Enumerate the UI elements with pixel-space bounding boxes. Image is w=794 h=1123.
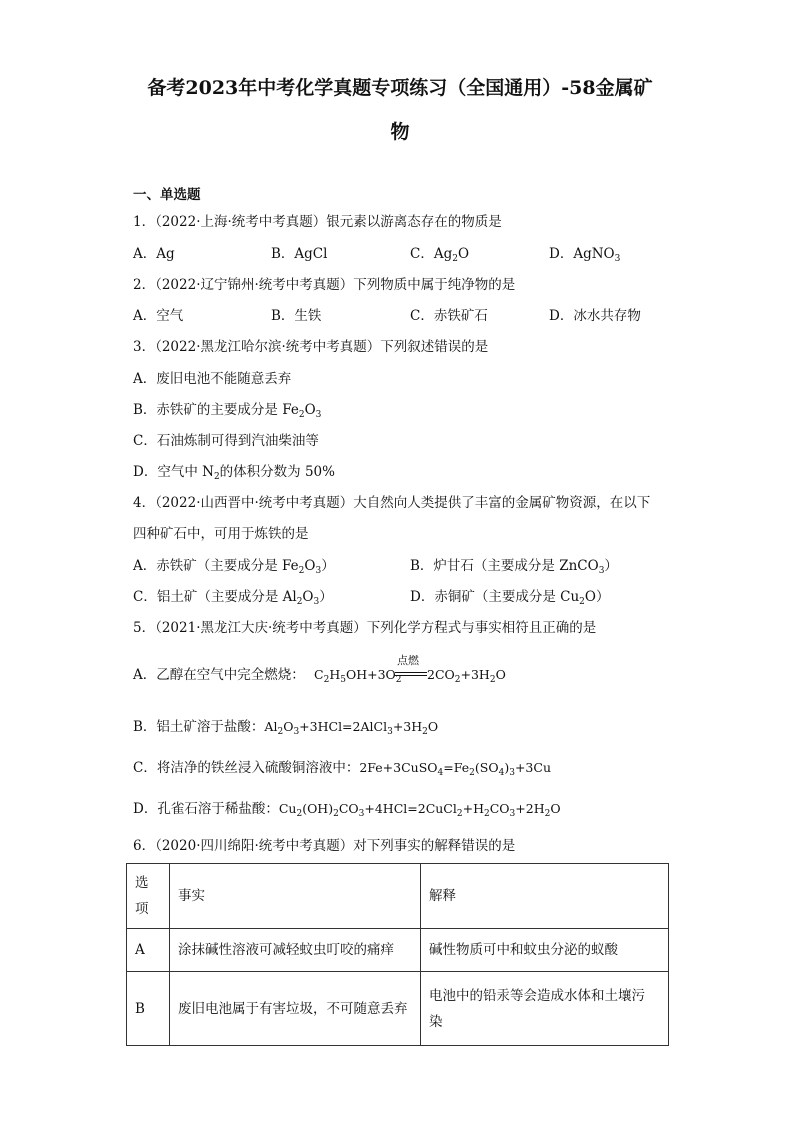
table-row — [127, 929, 669, 972]
table-header-row — [127, 864, 669, 929]
q4-option-d: D．赤铜矿（主要成分是 $Cu_2O$） — [410, 589, 610, 607]
q2-option-c: C．赤铁矿石 — [410, 308, 488, 324]
header-fact: 事实 — [170, 864, 421, 929]
question-6-stem: 6．（2020·四川绵阳·统考中考真题）对下列事实的解释错误的是 — [133, 838, 516, 854]
question-4-stem-line-1: 4．（2022·山西晋中·统考中考真题）大自然向人类提供了丰富的金属矿物资源，在以下 — [133, 495, 651, 511]
question-2-stem: 2．（2022·辽宁锦州·统考中考真题）下列物质中属于纯净物的是 — [133, 277, 516, 293]
row-b-fact: 废旧电池属于有害垃圾，不可随意丢弃 — [170, 972, 421, 1046]
title-line-1: 备考2023年中考化学真题专项练习（全国通用）-58金属矿 — [147, 77, 653, 99]
q4-option-a: A．赤铁矿（主要成分是 $Fe_2O_3$） — [133, 558, 335, 576]
q6-table — [126, 863, 669, 1046]
q3-option-a: A．废旧电池不能随意丢弃 — [133, 371, 292, 387]
document-title — [110, 66, 690, 154]
table-row — [127, 972, 669, 1046]
header-explain: 解释 — [421, 864, 669, 929]
q5-option-c: C．将洁净的铁丝浸入硫酸铜溶液中：$2Fe+3CuSO_4=Fe_2(SO_4)_3+3Cu$ — [133, 760, 551, 778]
q3-option-d: D．空气中 $N_2$的体积分数为 50% — [133, 464, 335, 482]
q5-a-arrow-top — [395, 672, 427, 673]
q5-a-condition: 点燃 — [397, 654, 419, 667]
question-3-stem: 3．（2022·黑龙江哈尔滨·统考中考真题）下列叙述错误的是 — [133, 339, 489, 355]
q4-option-c: C．铝土矿（主要成分是 $Al_2O_3$） — [133, 589, 333, 607]
row-a-fact: 涂抹碱性溶液可减轻蚊虫叮咬的痛痒 — [170, 929, 421, 972]
q5-a-lhs: $C_2H_5OH+3O_2$ — [314, 667, 402, 685]
row-b-explain: 电池中的铅汞等会造成水体和土壤污 染 — [421, 972, 669, 1046]
row-a-option: A — [127, 929, 170, 972]
q4-option-b: B．炉甘石（主要成分是 ZnCO$_3$） — [410, 558, 618, 576]
q2-option-d: D．冰水共存物 — [549, 308, 641, 324]
q5-a-rhs: $2CO_2+3H_2O$ — [427, 667, 506, 685]
q1-option-b: B．AgCl — [271, 246, 328, 262]
q5-a-arrow-bottom — [395, 675, 427, 676]
row-a-explain: 碱性物质可中和蚊虫分泌的蚁酸 — [421, 929, 669, 972]
q1-option-d: D．AgNO$_3$ — [549, 246, 621, 264]
q1-option-c: C．$Ag_2O$ — [410, 246, 470, 264]
title-line-2: 物 — [390, 121, 410, 143]
question-5-stem: 5．（2021·黑龙江大庆·统考中考真题）下列化学方程式与事实相符且正确的是 — [133, 620, 597, 636]
question-4-stem-line-2: 四种矿石中，可用于炼铁的是 — [133, 526, 309, 542]
q5-option-b: B．铝土矿溶于盐酸：$Al_2O_3+3HCl=2AlCl_3+3H_2O$ — [133, 719, 439, 737]
q1-option-a: A．Ag — [133, 246, 175, 262]
q5-option-a: A．乙醇在空气中完全燃烧： $C_2H_5OH+3O_2$ 点燃 $2CO_2+3H_2O$ — [133, 654, 506, 685]
section-heading: 一、单选题 — [133, 187, 201, 203]
q5-option-d: D．孔雀石溶于稀盐酸：$Cu_2(OH)_2CO_3+4HCl=2CuCl_2+H_2CO_3+2H_2O$ — [133, 801, 561, 819]
q2-option-a: A．空气 — [133, 308, 184, 324]
header-option: 选 项 — [127, 864, 170, 929]
q2-option-b: B．生铁 — [271, 308, 322, 324]
q3-option-c: C．石油炼制可得到汽油柴油等 — [133, 433, 319, 449]
question-1-stem: 1．（2022·上海·统考中考真题）银元素以游离态存在的物质是 — [133, 214, 502, 230]
row-b-option: B — [127, 972, 170, 1046]
q3-option-b: B．赤铁矿的主要成分是 $Fe_2O_3$ — [133, 402, 322, 420]
